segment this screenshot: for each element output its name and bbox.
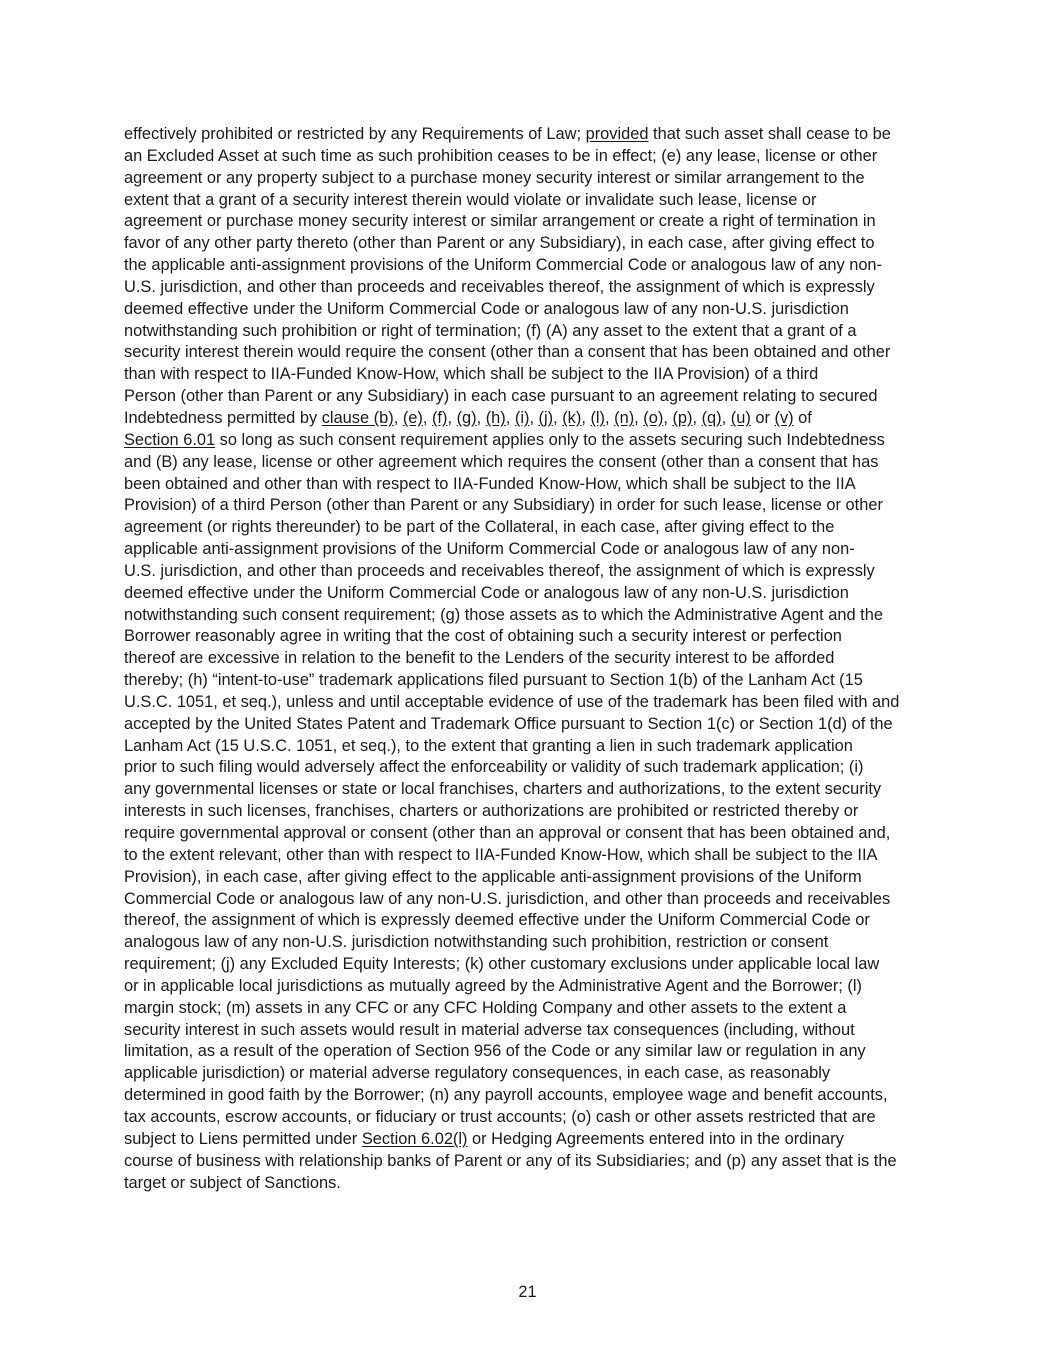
text-line bbox=[124, 626, 934, 648]
text-run: , bbox=[605, 408, 615, 427]
cross-reference: (n) bbox=[614, 408, 635, 427]
text-run: security interest therein would require the consent (other than a consent that has been obtained and other bbox=[124, 343, 891, 362]
text-run: agreement or any property subject to a purchase money security interest or similar arrangement to the bbox=[124, 168, 865, 187]
cross-reference: (j) bbox=[538, 408, 554, 427]
cross-reference: (v) bbox=[774, 408, 794, 427]
text-run: applicable anti-assignment provisions of the Uniform Commercial Code or analogous law of any non- bbox=[124, 540, 855, 559]
text-run: than with respect to IIA-Funded Know-How, which shall be subject to the IIA Provision) of a third bbox=[124, 365, 819, 384]
text-run: the applicable anti-assignment provisions of the Uniform Commercial Code or analogous law of any non- bbox=[124, 256, 883, 275]
text-line bbox=[124, 605, 934, 627]
cross-reference: Section 6.02(l) bbox=[361, 1129, 468, 1148]
text-line bbox=[124, 998, 934, 1020]
text-line bbox=[124, 910, 934, 932]
text-run: , bbox=[663, 408, 673, 427]
text-line bbox=[124, 190, 934, 212]
text-line bbox=[124, 823, 934, 845]
text-run: or bbox=[750, 408, 775, 427]
cross-reference: (e) bbox=[402, 408, 423, 427]
cross-reference: (p) bbox=[672, 408, 693, 427]
text-run: security interest in such assets would result in material adverse tax consequences (including, without bbox=[124, 1020, 855, 1039]
text-run: or in applicable local jurisdictions as mutually agreed by the Administrative Agent and the Borrower; (l) bbox=[124, 976, 862, 995]
cross-reference: (h) bbox=[485, 408, 506, 427]
text-run: , bbox=[553, 408, 563, 427]
cross-reference: (u) bbox=[730, 408, 751, 427]
text-line bbox=[124, 211, 934, 233]
text-line bbox=[124, 1085, 934, 1107]
text-run: , bbox=[505, 408, 515, 427]
text-line bbox=[124, 474, 934, 496]
cross-reference: (f) bbox=[431, 408, 448, 427]
text-line bbox=[124, 364, 934, 386]
text-line bbox=[124, 1107, 934, 1129]
text-run: notwithstanding such prohibition or right of termination; (f) (A) any asset to the extent that a grant of a bbox=[124, 321, 857, 340]
text-line bbox=[124, 889, 934, 911]
text-run: U.S.C. 1051, et seq.), unless and until acceptable evidence of use of the trademark has been filed with and bbox=[124, 692, 900, 711]
text-run: , bbox=[721, 408, 731, 427]
text-run: Commercial Code or analogous law of any non-U.S. jurisdiction, and other than proceeds and receivables bbox=[124, 889, 891, 908]
text-run: of bbox=[793, 408, 812, 427]
text-run: agreement (or rights thereunder) to be part of the Collateral, in each case, after giving effect to the bbox=[124, 518, 835, 537]
text-line bbox=[124, 714, 934, 736]
text-run: require governmental approval or consent (other than an approval or consent that has been obtained and, bbox=[124, 824, 891, 842]
text-run: notwithstanding such consent requirement; (g) those assets as to which the Administrative Agent and the bbox=[124, 605, 883, 624]
cross-reference: provided bbox=[585, 125, 649, 143]
text-run: accepted by the United States Patent and Trademark Office pursuant to Section 1(c) or Section 1(d) of the bbox=[124, 714, 893, 733]
text-line bbox=[124, 124, 934, 146]
page-number: 21 bbox=[518, 1283, 537, 1301]
text-run: U.S. jurisdiction, and other than proceeds and receivables thereof, the assignment of which is expressly bbox=[124, 561, 875, 580]
text-line bbox=[124, 976, 934, 998]
text-run: , bbox=[692, 408, 702, 427]
text-run: prior to such filing would adversely affect the enforceability or validity of such trademark application; (i) bbox=[124, 758, 864, 777]
text-run: Provision) of a third Person (other than Parent or any Subsidiary) in order for such lease, license or other bbox=[124, 496, 883, 515]
text-line bbox=[124, 845, 934, 867]
text-line bbox=[124, 517, 934, 539]
text-line bbox=[124, 430, 934, 452]
text-run: favor of any other party thereto (other than Parent or any Subsidiary), in each case, after giving effect to bbox=[124, 234, 875, 253]
text-line bbox=[124, 386, 934, 408]
text-run: analogous law of any non-U.S. jurisdiction notwithstanding such prohibition, restriction or consent bbox=[124, 933, 829, 952]
text-run: so long as such consent requirement applies only to the assets securing such Indebtedness bbox=[215, 430, 885, 449]
cross-reference: (g) bbox=[456, 408, 477, 427]
text-line bbox=[124, 1129, 934, 1151]
text-run: or Hedging Agreements entered into in the ordinary bbox=[467, 1129, 844, 1148]
text-run: , bbox=[393, 408, 403, 427]
text-line bbox=[124, 233, 934, 255]
text-run: been obtained and other than with respect to IIA-Funded Know-How, which shall be subject to the IIA bbox=[124, 474, 856, 493]
text-run: , bbox=[581, 408, 591, 427]
text-run: and (B) any lease, license or other agreement which requires the consent (other than a consent that has bbox=[124, 452, 879, 471]
text-run: target or subject of Sanctions. bbox=[124, 1173, 341, 1192]
text-run: to the extent relevant, other than with respect to IIA-Funded Know-How, which shall be subject to the IIA bbox=[124, 845, 878, 864]
text-run: subject to Liens permitted under bbox=[124, 1129, 362, 1148]
text-line bbox=[124, 561, 934, 583]
text-run: Lanham Act (15 U.S.C. 1051, et seq.), to the extent that granting a lien in such trademark application bbox=[124, 736, 853, 755]
text-line bbox=[124, 583, 934, 605]
text-run: , bbox=[422, 408, 432, 427]
text-line bbox=[124, 342, 934, 364]
text-line bbox=[124, 1041, 934, 1063]
text-run: Borrower reasonably agree in writing that the cost of obtaining such a security interest or perfection bbox=[124, 627, 842, 646]
text-run: limitation, as a result of the operation of Section 956 of the Code or any similar law or regulation in any bbox=[124, 1042, 866, 1061]
text-line bbox=[124, 299, 934, 321]
text-line bbox=[124, 1151, 934, 1173]
body-paragraph bbox=[124, 124, 934, 1194]
cross-reference: (o) bbox=[643, 408, 664, 427]
text-line bbox=[124, 670, 934, 692]
text-line bbox=[124, 168, 934, 190]
text-line bbox=[124, 495, 934, 517]
text-run: effectively prohibited or restricted by any Requirements of Law; bbox=[124, 125, 586, 143]
text-line bbox=[124, 255, 934, 277]
text-run: tax accounts, escrow accounts, or fiduciary or trust accounts; (o) cash or other assets restricted that are bbox=[124, 1107, 876, 1126]
text-line bbox=[124, 321, 934, 343]
text-line bbox=[124, 954, 934, 976]
cross-reference: clause (b) bbox=[321, 408, 394, 427]
text-line bbox=[124, 736, 934, 758]
text-run: determined in good faith by the Borrower; (n) any payroll accounts, employee wage and benefit accounts, bbox=[124, 1086, 888, 1105]
text-run: requirement; (j) any Excluded Equity Interests; (k) other customary exclusions under applicable local law bbox=[124, 955, 880, 974]
text-line bbox=[124, 277, 934, 299]
text-line bbox=[124, 757, 934, 779]
text-run: course of business with relationship banks of Parent or any of its Subsidiaries; and (p) any asset that is the bbox=[124, 1151, 897, 1170]
text-run: thereby; (h) “intent-to-use” trademark applications filed pursuant to Section 1(b) of the Lanham Act (15 bbox=[124, 671, 863, 690]
text-line bbox=[124, 408, 934, 430]
text-run: deemed effective under the Uniform Commercial Code or analogous law of any non-U.S. jurisdiction bbox=[124, 583, 849, 602]
cross-reference: (q) bbox=[701, 408, 722, 427]
text-run: that such asset shall cease to be bbox=[648, 125, 891, 143]
text-run: , bbox=[447, 408, 457, 427]
text-run: , bbox=[634, 408, 644, 427]
text-run: agreement or purchase money security interest or similar arrangement or create a right of termination in bbox=[124, 212, 876, 231]
text-line bbox=[124, 801, 934, 823]
text-run: thereof, the assignment of which is expressly deemed effective under the Uniform Commercial Code or bbox=[124, 911, 870, 930]
text-run: an Excluded Asset at such time as such prohibition ceases to be in effect; (e) any lease, license or other bbox=[124, 146, 878, 165]
text-line bbox=[124, 1063, 934, 1085]
text-line bbox=[124, 692, 934, 714]
cross-reference: (i) bbox=[514, 408, 530, 427]
text-run: U.S. jurisdiction, and other than proceeds and receivables thereof, the assignment of which is expressly bbox=[124, 277, 875, 296]
text-run: Person (other than Parent or any Subsidiary) in each case pursuant to an agreement relating to secured bbox=[124, 387, 878, 406]
text-line bbox=[124, 779, 934, 801]
cross-reference: (l) bbox=[590, 408, 606, 427]
text-line bbox=[124, 1020, 934, 1042]
text-line bbox=[124, 932, 934, 954]
text-run: , bbox=[529, 408, 539, 427]
cross-reference: (k) bbox=[562, 408, 582, 427]
text-run: , bbox=[476, 408, 486, 427]
text-line bbox=[124, 539, 934, 561]
cross-reference: Section 6.01 bbox=[124, 430, 216, 449]
text-line bbox=[124, 452, 934, 474]
text-line bbox=[124, 867, 934, 889]
text-run: applicable jurisdiction) or material adverse regulatory consequences, in each case, as reasonably bbox=[124, 1064, 831, 1083]
text-run: margin stock; (m) assets in any CFC or any CFC Holding Company and other assets to the extent a bbox=[124, 998, 847, 1017]
text-run: interests in such licenses, franchises, charters or authorizations are prohibited or restricted thereby or bbox=[124, 802, 859, 821]
text-run: Provision), in each case, after giving effect to the applicable anti-assignment provisions of the Uniform bbox=[124, 867, 862, 886]
text-run: Indebtedness permitted by bbox=[124, 408, 322, 427]
text-run: deemed effective under the Uniform Commercial Code or analogous law of any non-U.S. jurisdiction bbox=[124, 299, 849, 318]
text-line bbox=[124, 146, 934, 168]
text-line bbox=[124, 1173, 934, 1195]
text-line bbox=[124, 648, 934, 670]
text-run: any governmental licenses or state or local franchises, charters and authorizations, to the extent security bbox=[124, 780, 882, 799]
text-run: extent that a grant of a security interest therein would violate or invalidate such lease, license or bbox=[124, 190, 817, 209]
text-run: thereof are excessive in relation to the benefit to the Lenders of the security interest to be afforded bbox=[124, 649, 835, 668]
